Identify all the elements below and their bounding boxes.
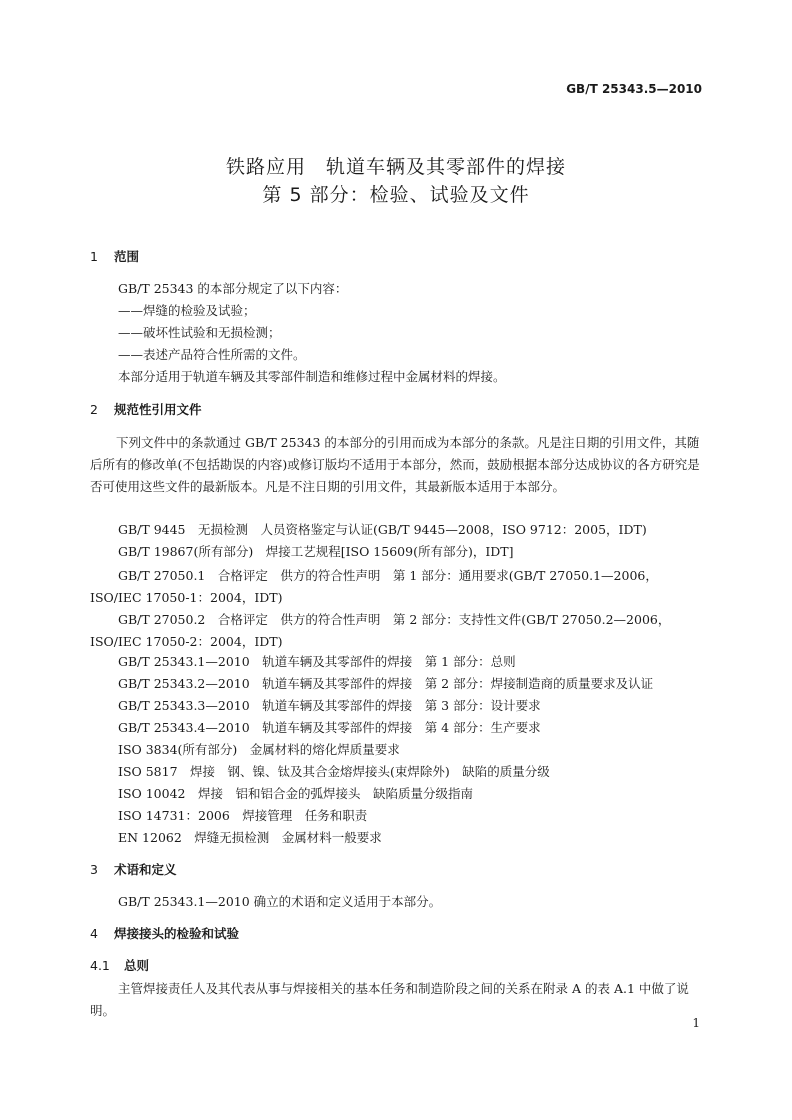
section-number: 3 (90, 862, 98, 877)
reference-item: GB/T 19867(所有部分) 焊接工艺规程[ISO 15609(所有部分)，IDT] (118, 544, 514, 559)
subsection-number: 4.1 (90, 958, 110, 973)
section-2-heading (90, 401, 202, 419)
paragraph: GB/T 25343 的本部分规定了以下内容： (118, 281, 348, 296)
reference-item: GB/T 27050.1 合格评定 供方的符合性声明 第 1 部分：通用要求(GB/T 27050.1—2006，ISO/IEC 17050-1：2004，IDT) (90, 568, 658, 605)
paragraph: GB/T 25343.1—2010 确立的术语和定义适用于本部分。 (118, 894, 442, 909)
section-number: 2 (90, 402, 98, 417)
subsection-title: 总则 (124, 958, 150, 973)
section-title: 焊接接头的检验和试验 (114, 926, 240, 941)
section-title: 规范性引用文件 (114, 402, 202, 417)
paragraph: 下列文件中的条款通过 GB/T 25343 的本部分的引用而成为本部分的条款。凡是注日期的引用文件，其随后所有的修改单(不包括勘误的内容)或修订版均不适用于本部分，然而，鼓励根据本部分达成协议的各方研究是否可使用这些文件的最新版本。凡是不注日期的引用文件，其最新版本适用于本部分。 (90, 435, 700, 494)
document-title-line1: 铁路应用 轨道车辆及其零部件的焊接 (225, 156, 566, 178)
section-3-heading (90, 861, 177, 879)
paragraph: 主管焊接责任人及其代表从事与焊接相关的基本任务和制造阶段之间的关系在附录 A 的表 A.1 中做了说明。 (90, 981, 689, 1018)
reference-item: GB/T 25343.1—2010 轨道车辆及其零部件的焊接 第 1 部分：总则 (118, 654, 516, 669)
reference-item: ISO 14731：2006 焊接管理 任务和职责 (118, 808, 368, 823)
section-4-heading (90, 925, 239, 943)
reference-item: ISO 5817 焊接 钢、镍、钛及其合金熔焊接头(束焊除外) 缺陷的质量分级 (118, 764, 550, 779)
section-1-heading (90, 248, 139, 266)
list-item: ——焊缝的检验及试验； (118, 303, 256, 318)
reference-item: EN 12062 焊缝无损检测 金属材料一般要求 (118, 830, 382, 845)
page-number: 1 (692, 1016, 700, 1030)
reference-item: GB/T 25343.2—2010 轨道车辆及其零部件的焊接 第 2 部分：焊接制造商的质量要求及认证 (118, 676, 654, 691)
section-number: 4 (90, 926, 98, 941)
document-title-line2: 第 5 部分：检验、试验及文件 (262, 184, 530, 206)
reference-item: GB/T 9445 无损检测 人员资格鉴定与认证(GB/T 9445—2008，ISO 9712：2005，IDT) (118, 522, 647, 537)
reference-item: GB/T 25343.3—2010 轨道车辆及其零部件的焊接 第 3 部分：设计要求 (118, 698, 541, 713)
standard-number: GB/T 25343.5—2010 (566, 82, 702, 96)
reference-item: ISO 3834(所有部分) 金属材料的熔化焊质量要求 (118, 742, 400, 757)
section-title: 术语和定义 (114, 862, 177, 877)
paragraph: 本部分适用于轨道车辆及其零部件制造和维修过程中金属材料的焊接。 (118, 369, 506, 384)
reference-item: ISO 10042 焊接 铝和铝合金的弧焊接头 缺陷质量分级指南 (118, 786, 473, 801)
section-title: 范围 (114, 249, 140, 264)
section-number: 1 (90, 249, 98, 264)
list-item: ——表述产品符合性所需的文件。 (118, 347, 306, 362)
reference-item: GB/T 25343.4—2010 轨道车辆及其零部件的焊接 第 4 部分：生产要求 (118, 720, 541, 735)
list-item: ——破坏性试验和无损检测； (118, 325, 281, 340)
reference-item: GB/T 27050.2 合格评定 供方的符合性声明 第 2 部分：支持性文件(GB/T 27050.2—2006，ISO/IEC 17050-2：2004，IDT) (90, 612, 671, 649)
subsection-4-1-heading (90, 957, 149, 975)
